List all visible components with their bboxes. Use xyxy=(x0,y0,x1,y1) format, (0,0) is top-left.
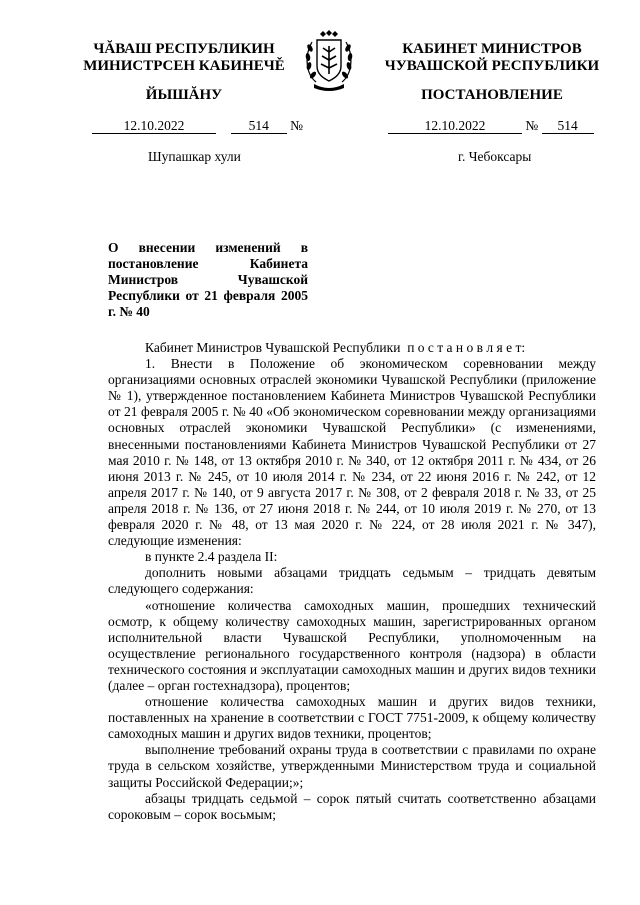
body-paragraph: дополнить новыми абзацами тридцать седьмым – тридцать девятым следующего содержания: xyxy=(108,565,596,597)
header-right-line1: КАБИНЕТ МИНИСТРОВ xyxy=(402,41,582,57)
number-right: 514 xyxy=(542,118,594,134)
body-paragraph: 1. Внести в Положение об экономическом соревновании между организациями основных отраслей экономики Чувашской Республики (приложение № 1), утвержденное постановлением Кабинета Министров Чувашской Республики от 21 февраля 2005 г. № 40 «Об экономическом соревновании между организациями основных отраслей экономики Чувашской Республики» (с изменениями, внесенными постановлениями Кабинета Министров Чувашской Республики от 27 мая 2010 г. № 148, от 13 октября 2010 г. № 340, от 12 октября 2011 г. № 434, от 26 июня 2013 г. № 245, от 10 июля 2014 г. № 234, от 22 июня 2016 г. № 242, от 12 апреля 2017 г. № 140, от 9 августа 2017 г. № 308, от 2 февраля 2018 г. № 33, от 25 апреля 2018 г. № 136, от 27 июня 2018 г. № 244, от 10 июля 2019 г. № 270, от 13 февраля 2020 г. № 48, от 13 мая 2020 г. № 224, от 28 июля 2021 г. № 347), следующие изменения: xyxy=(108,356,596,549)
chuvash-emblem-icon xyxy=(304,30,354,94)
header-right-doc-type: ПОСТАНОВЛЕНИЕ xyxy=(421,87,563,103)
header-left-line1: ЧĂВАШ РЕСПУБЛИКИН xyxy=(93,41,275,57)
number-sign-right: № xyxy=(525,118,539,133)
header-left-doc-type: ЙЫШĂНУ xyxy=(145,87,223,103)
header-left-line2: МИНИСТРСЕН КАБИНЕЧĚ xyxy=(83,58,285,74)
number-sign-left: № xyxy=(290,118,304,133)
body-paragraph: в пункте 2.4 раздела II: xyxy=(145,549,278,565)
date-right: 12.10.2022 xyxy=(388,118,522,134)
city-left: Шупашкар хули xyxy=(148,149,241,164)
body-paragraph: абзацы тридцать седьмой – сорок пятый считать соответственно абзацами сороковым – сорок восьмым; xyxy=(108,790,596,822)
body-paragraph: «отношение количества самоходных машин, прошедших технический осмотр, к общему количеству самоходных машин, зарегистрированных органом исполнительной власти Чувашской Республики, уполномоченным на осуществление регионального государственного контроля (надзора) в области технического состояния и эксплуатации самоходных машин и других видов техники (далее – орган гостехнадзора), процентов; xyxy=(108,597,596,693)
dateline-right xyxy=(388,118,594,134)
city-right: г. Чебоксары xyxy=(458,149,532,164)
preamble-verb: п о с т а н о в л я е т: xyxy=(407,340,526,355)
header-right xyxy=(368,41,616,75)
body-paragraph: отношение количества самоходных машин и других видов техники, поставленных на хранение в соответствии с ГОСТ 7751-2009, к общему количеству самоходных машин и других видов техники, процентов; xyxy=(108,694,596,742)
document-subject: О внесении изменений в постановление Кабинета Министров Чувашской Республики от 21 февраля 2005 г. № 40 xyxy=(108,240,308,319)
header-left xyxy=(72,41,296,75)
header-right-line2: ЧУВАШСКОЙ РЕСПУБЛИКИ xyxy=(384,58,600,74)
preamble-text: Кабинет Министров Чувашской Республики xyxy=(145,340,401,355)
preamble-paragraph xyxy=(108,340,596,356)
date-left: 12.10.2022 xyxy=(92,118,216,134)
body-paragraph: выполнение требований охраны труда в соответствии с правилами по охране труда в сельском хозяйстве, утвержденными Министерством труда и социальной защиты Российской Федерации;»; xyxy=(108,742,596,790)
document-body xyxy=(108,340,596,823)
number-left: 514 xyxy=(231,118,287,134)
dateline-left xyxy=(92,118,303,134)
